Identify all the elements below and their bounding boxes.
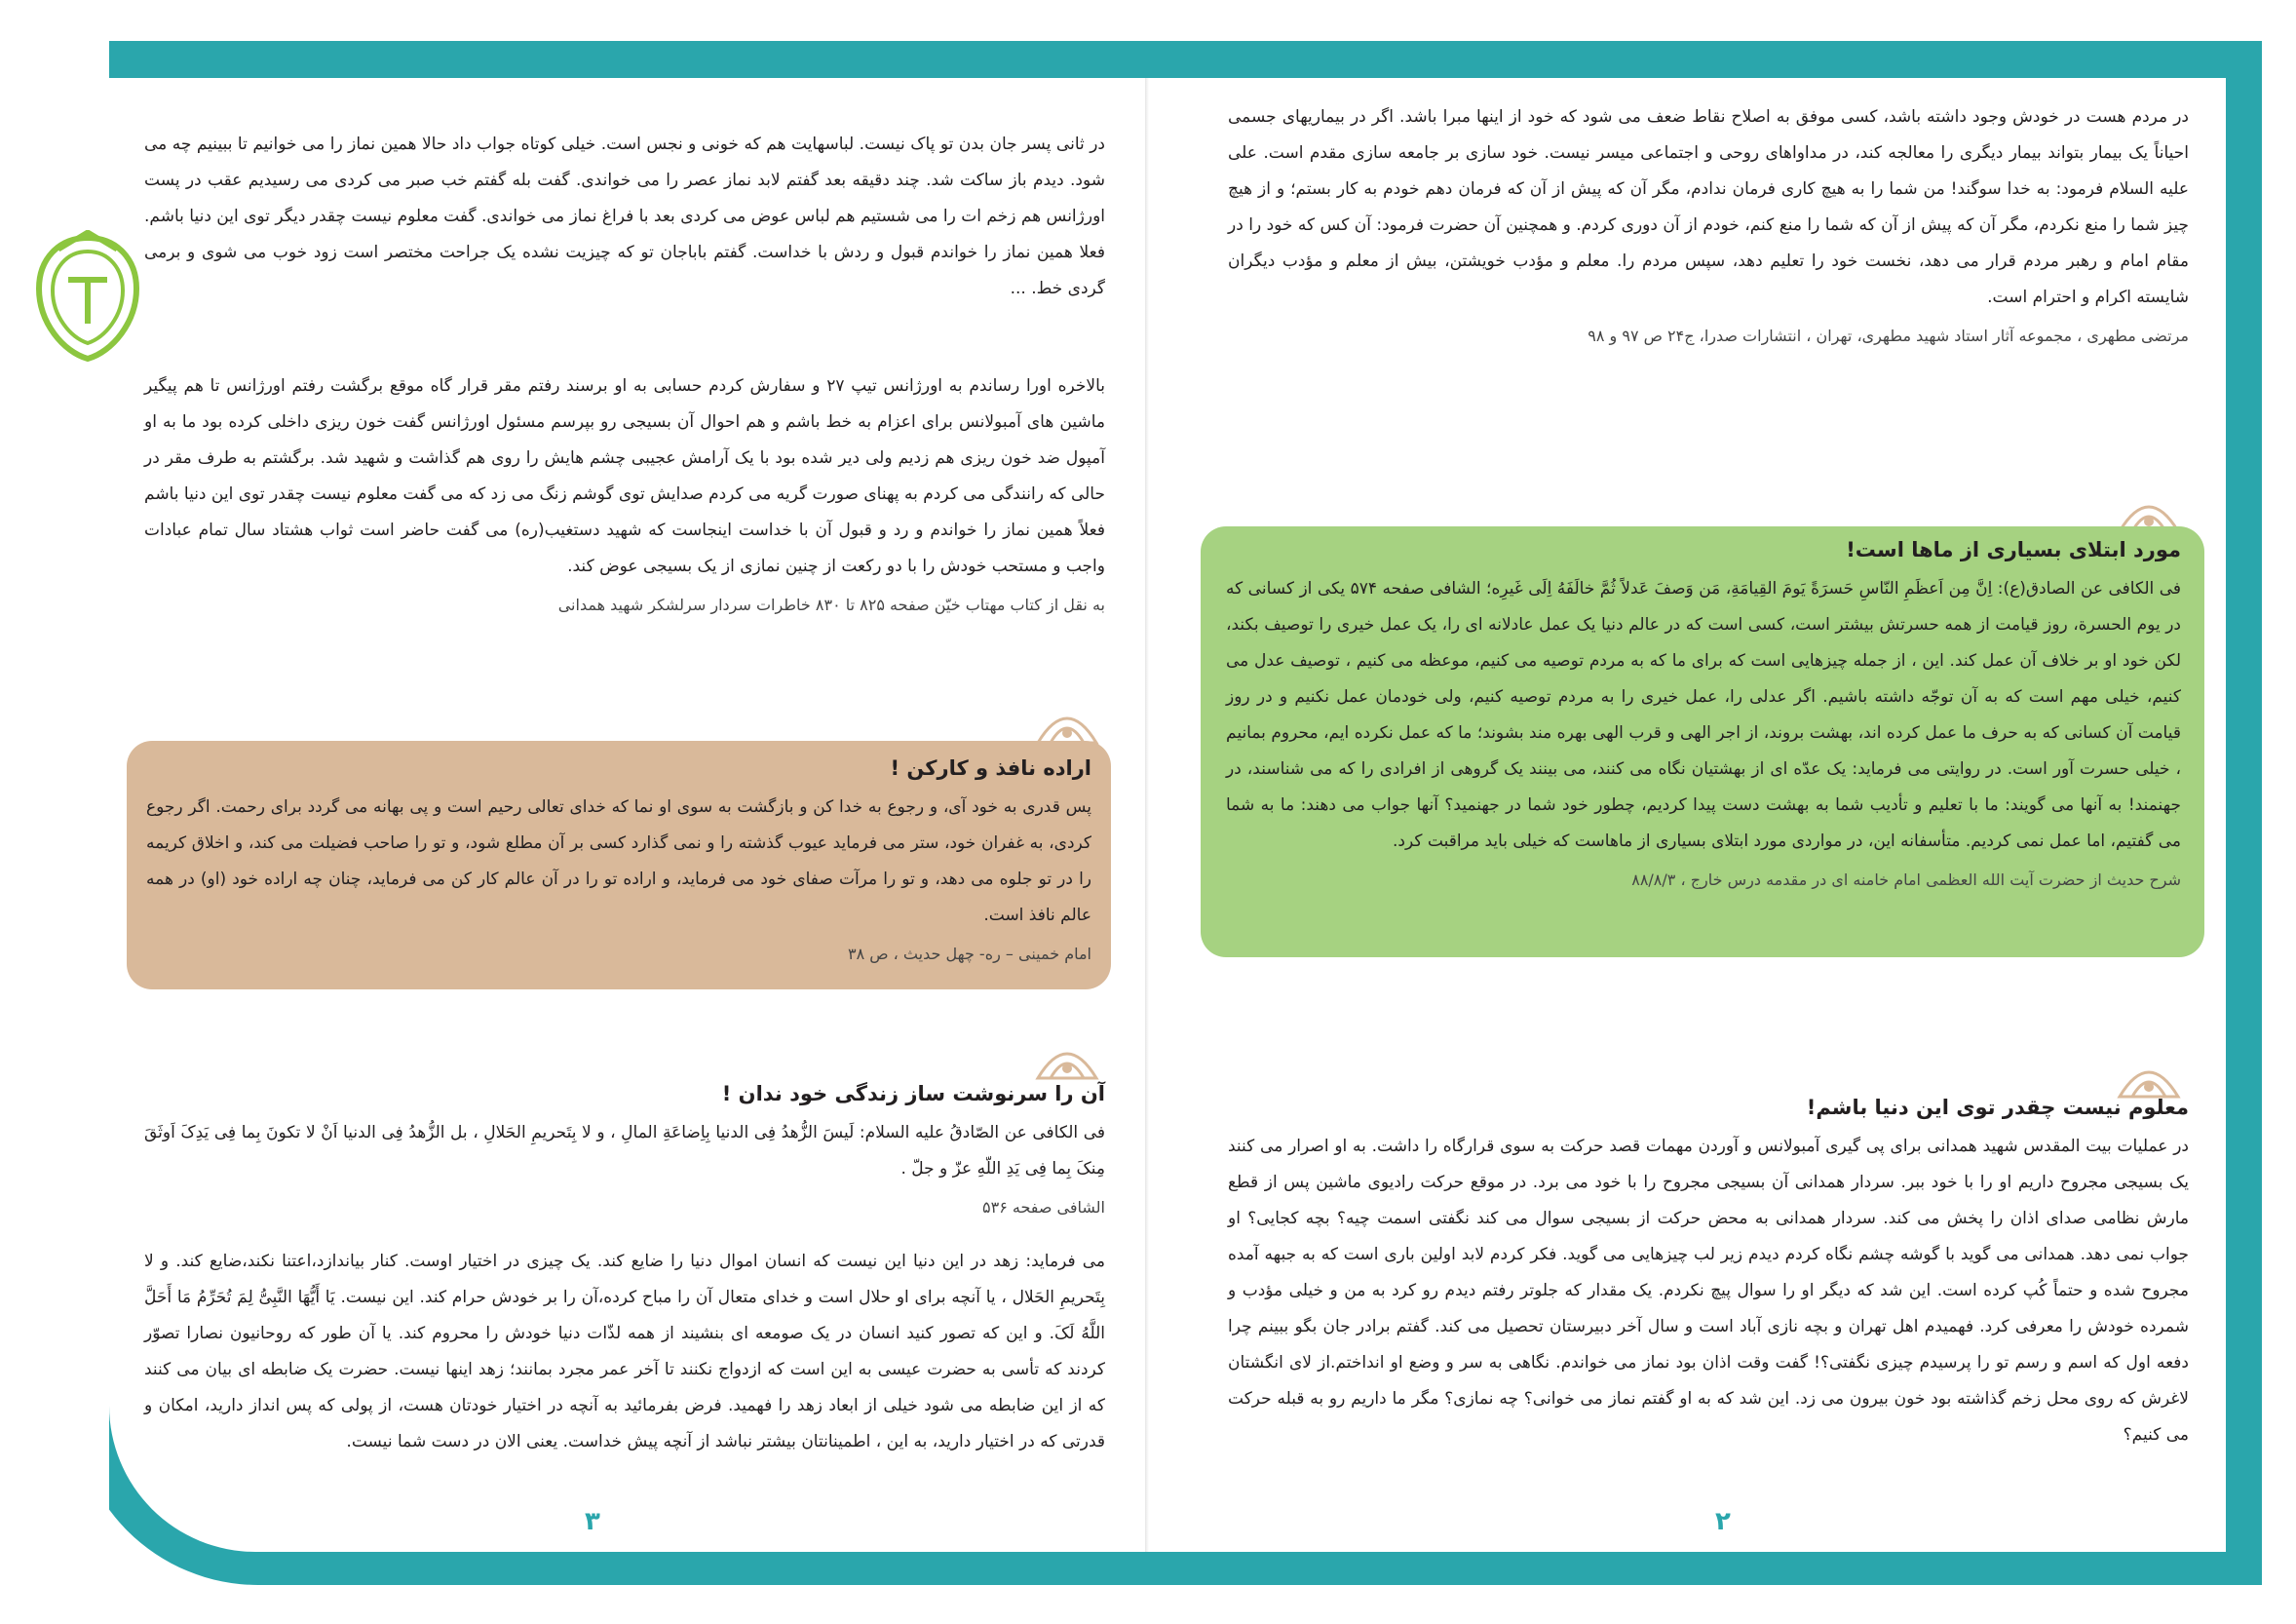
right-intro-source: مرتضی مطهری ، مجموعه آثار استاد شهید مطهری، تهران ، انتشارات صدرا، ج۲۴ ص ۹۷ و ۹۸ bbox=[1588, 327, 2189, 345]
tan-box-title: اراده نافذ و کارکن ! bbox=[890, 756, 1091, 780]
page-number-right: ۲ bbox=[1715, 1507, 1731, 1536]
tan-box-content bbox=[146, 753, 1091, 969]
left-story-cont bbox=[144, 127, 1105, 307]
right-story-text: در عملیات بیت المقدس شهید همدانی برای پی گیری آمبولانس و آوردن مهمات قصد حرکت به سوی قرارگاه را داشت. به او اصرار می کنند یک بسیجی مجروح داریم او را با خود ببر. سردار همدانی آن بسیجی مجروح را با خود می برد. در موقع حرکت رادیوی ماشین پس از قطع مارش نظامی صدای اذان را پخش می کند. سردار همدانی به محض حرکت از بسیجی سوال می کند نگفتی اسمت چیه؟ بچه کجایی؟ او جواب نمی دهد. همدانی می گوید با گوشه چشم نگاه کردم دیدم زیر لب چیزهایی می گوید. فکر کردم لابد اولین باری است که به جبهه آمده مجروح شده و حتماً کُپ کرده است. این شد که دیگر او را سوال پیچ نکردم. یک مقدار که جلوتر رفتم دیدم رو کرد به من و خیلی مؤدب و شمرده خودش را معرفی کرد. فهمیدم اهل تهران و بچه نازی آباد است و سال آخر دبیرستان تحصیل می کند. گفتم برادر جان بگو ببینم چرا دفعه اول که اسم و رسم تو را پرسیدم چیزی نگفتی؟! گفت وقت اذان بود نماز می خواندم. نگاهی به سر و وضع او انداختم.از لای انگشتان لاغرش که روی محل زخم گذاشته بود خون بیرون می زد. این شد که به او گفتم نماز می خوانی؟ چه نمازی؟ مگر ما داریم رو به قبله حرکت می کنیم؟ bbox=[1228, 1137, 2189, 1445]
ornament-icon bbox=[1033, 704, 1101, 745]
zuhd-text: می فرماید: زهد در این دنیا این نیست که انسان اموال دنیا را ضایع کند. یک چیزی در اختیار اوست. کنار بیاندازد،اعتنا نکند،ضایع کند. و لا بِتَحریمِ الحَلال ، یا آنچه برای او حلال است و خدای متعال آن را مباح کرده،آن را بر خودش حرام کند. این نیست. یَا أَیُّهَا النَّبِیُّ لِمَ تُحَرِّمُ مَا أَحَلَّ اللَّهُ لَکَ. و این که تصور کنید انسان در یک صومعه ای بنشیند از همه لذّات دنیا خودش را محروم کند. یا آن طور که روحانیون نصارا تصوّر کردند که تأسی به حضرت عیسی به این است که ازدواج نکنند تا آخر عمر مجرد بمانند؛ زهد اینها نیست. حضرت یک ضابطه ای بیان می کنند که از این ضابطه می شود خیلی از ابعاد زهد را فهمید. فرض بفرمائید به آنچه در اختیار خودتان هست، از پولی که پس انداز دارید، امکان و قدرتی که در اختیار دارید، به این ، اطمینانتان بیشتر نباشد از آنچه پیش خداست. یعنی الان در دست شما نیست. bbox=[144, 1252, 1105, 1451]
right-intro bbox=[1228, 99, 2189, 351]
left-story-cont-text: در ثانی پسر جان بدن تو پاک نیست. لباسهایت هم که خونی و نجس است. خیلی کوتاه جواب داد حالا همین نماز را می خوانیم تا ببینیم چه می شود. دیدم باز ساکت شد. چند دقیقه بعد گفتم لابد نماز عصر را می خواندی. گفت بله گفتم خب صبر می کردی می رسیدیم عقب در پست اورژانس هم زخم ات را می شستیم هم لباس عوض می کردی بعد با فراغ نماز می خواندی. گفت معلوم نیست چقدر دیگر توی این دنیا باشم. فعلا همین نماز را خواندم قبول و ردش با خداست. گفتم باباجان تو که چیزیت نشده یک جراحت مختصر است زود خوب می شوی و برمی گردی خط. ... bbox=[144, 135, 1105, 298]
left-story-end bbox=[144, 368, 1105, 620]
right-story-title: معلوم نیست چقدر توی این دنیا باشم! bbox=[1806, 1096, 2189, 1119]
green-box-content bbox=[1226, 534, 2181, 895]
left-story-end-text: بالاخره اورا رساندم به اورژانس تیپ ۲۷ و سفارش کردم حسابی به او برسند رفتم مقر قرار گاه موقع برگشت رفتم اورژانس تا هم پیگیر ماشین های آمبولانس برای اعزام به خط باشم و هم احوال آن بسیجی رو بپرسم مسئول اورژانس گفت خون ریزی داخلی کرده بود ما به او آمپول ضد خون ریزی هم زدیم ولی دیر شده بود با یک آرامش عجیبی چشم هایش را روی هم گذاشت و شهید شد. برگشتم به طرف مقر در حالی که رانندگی می کردم به پهنای صورت گریه می کردم صدایش توی گوشم زنگ می زد که می گفت معلوم نیست چقدر توی این دنیا باشم فعلاً همین نماز را خواندم و رد و قبول آن با خداست اینجاست که شهید دستغیب(ره) می گفت حاضر است ثواب هشتاد سال تمام عبادات واجب و مستحب خودش را با دو رکعت از چنین نمازی از یک بسیجی عوض کند. bbox=[144, 376, 1105, 576]
zuhd-section bbox=[144, 1078, 1105, 1460]
tan-box-source: امام خمینی – ره- چهل حدیث ، ص ۳۸ bbox=[847, 945, 1091, 963]
magazine-logo-icon bbox=[29, 230, 146, 367]
green-box-source: شرح حدیث از حضرت آیت الله العظمی امام خامنه ای در مقدمه درس خارج ، ۸۸/۸/۳ bbox=[1631, 870, 2181, 889]
zuhd-hadith-source: الشافی صفحه ۵۳۶ bbox=[982, 1198, 1105, 1217]
zuhd-hadith: فی الکافی عن الصّادقُ علیه السلام: لَیسَ الزُّهدُ فِی الدنیا بِاِضاعَةِ المالِ ، و لا بِتَحریمِ الحَلالِ ، بل الزُّهدُ فِی الدنیا اَنْ لا تکونَ بِما فِی یَدِکَ اَوثَقَ مِنکَ بِما فِی یَدِ اللّهِ عزّ و جلّ . bbox=[144, 1123, 1105, 1179]
page-spine bbox=[1145, 78, 1149, 1552]
tan-box-text: پس قدری به خود آی، و رجوع به خدا کن و بازگشت به سوی او نما که خدای تعالی رحیم است و پی بهانه می گردد برای رحمت. اگر رجوع کردی، به غفران خود، ستر می فرماید عیوب گذشته را و نمی گذارد کسی بر آن مطلع شود، و تو را صاحب فضیلت می کند، و اخلاق کریمه را در تو جلوه می دهد، و تو را مرآت صفای خود می فرماید، و اراده تو را در آن عالم کار کن می فرماید، چنان چه اراده خود (او) در همه عالم نافذ است. bbox=[146, 797, 1091, 925]
ornament-icon bbox=[1033, 1039, 1101, 1080]
green-box-title: مورد ابتلای بسیاری از ماها است! bbox=[1846, 538, 2181, 561]
right-intro-text: در مردم هست در خودش وجود داشته باشد، کسی موفق به اصلاح نقاط ضعف می شود که خود از اینها مبرا باشد. اگر در بیماریهای جسمی احیاناً یک بیمار بتواند بیمار دیگری را معالجه کند، در مداواهای روحی و اجتماعی میسر نیست. خود سازی بر جامعه سازی مقدم است. علی علیه السلام فرمود: به خدا سوگند! من شما را به هیچ کاری فرمان ندادم، مگر آن که پیش از آن که فرمان دهم خودم به کار بستم؛ و از هیچ چیز شما را منع نکردم، مگر آن که پیش از آن که شما را منع کنم، خودم از آن دوری کردم. و همچنین آن حضرت فرمود: آن کس که خود را در مقام امام و رهبر مردم قرار می دهد، نخست خود را تعلیم دهد، سپس مردم را. معلم و مؤدب خویشتن، بیش از معلم و مؤدب دیگران شایسته اکرام و احترام است. bbox=[1228, 107, 2189, 307]
page-number-left: ۳ bbox=[585, 1507, 600, 1536]
green-box-text: فی الکافی عن الصادق(ع): اِنَّ مِن اَعظَمِ النّاسِ حَسرَةً یَومَ القِیامَةِ، مَن وَصفَ عَدلاً ثُمَّ خالَفَهُ اِلَی غَیرِه؛ الشافی صفحه ۵۷۴ یکی از کسانی که در یوم الحسرة، روز قیامت از همه حسرتش بیشتر است، کسی است که در عالم دنیا یک عمل عادلانه ای را، یک عمل خیری را توصیف بکند، لکن خود او بر خلاف آن عمل کند. این ، از جمله چیزهایی است که برای ما که به مردم توصیه می کنیم، موعظه می کنیم ، توصیف عدل می کنیم، خیلی مهم است که به آن توجّه داشته باشیم. اگر عدلی را، عمل خیری را به مردم توصیه کنیم، ولی خودمان عمل نکنیم و در روز قیامت آن کسانی که به حرف ما عمل کرده اند، بهشت بروند، از اجر الهی و قرب الهی بهره مند بشوند؛ ما که عمل نکرده ایم، محروم بمانیم ، خیلی حسرت آور است. در روایتی می فرماید: یک عدّه ای از بهشتیان نگاه می کنند، می بینند یک گروهی از افرادی را که می شناسند، در جهنمند! به آنها می گویند: ما با تعلیم و تأدیب شما به بهشت دست پیدا کردیم، چطور خود شما در جهنمید؟ آنها جواب می دهند: ما به شما می گفتیم، اما عمل نمی کردیم. متأسفانه این، در مواردی مورد ابتلای بسیاری از ماهاست که خیلی باید مراقبت کرد. bbox=[1226, 579, 2182, 851]
left-story-end-source: به نقل از کتاب مهتاب خیّن صفحه ۸۲۵ تا ۸۳۰ خاطرات سردار سرلشکر شهید همدانی bbox=[557, 596, 1105, 614]
right-story bbox=[1228, 1092, 2189, 1453]
zuhd-title: آن را سرنوشت ساز زندگی خود ندان ! bbox=[721, 1082, 1105, 1105]
